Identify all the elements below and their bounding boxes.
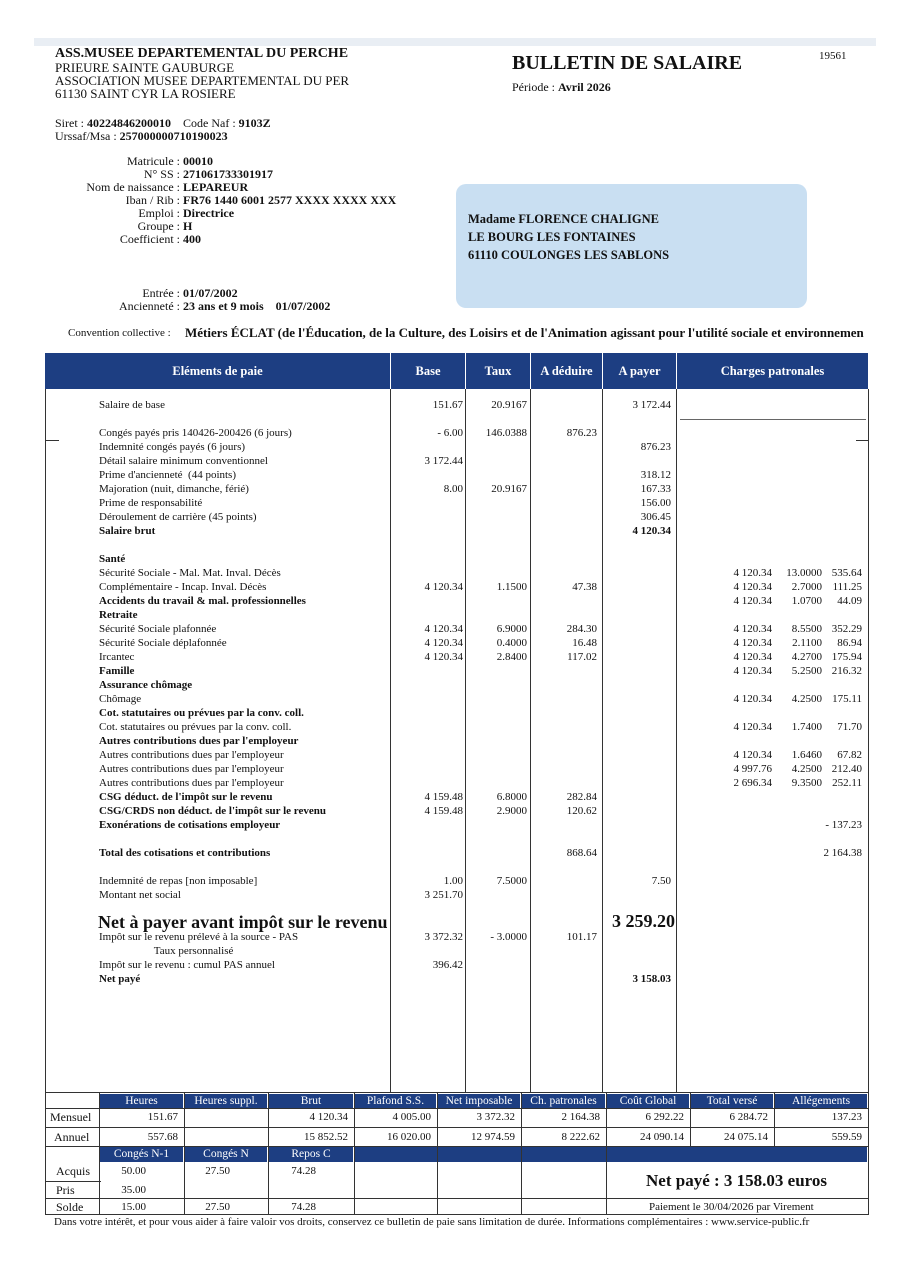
summary-grid-line — [437, 1092, 438, 1214]
pay-row-cm: - 137.23 — [825, 819, 862, 831]
table-col-line — [530, 389, 531, 1092]
summary-grid-line — [99, 1092, 100, 1214]
pay-row-label: Santé — [99, 553, 126, 565]
address-line2: LE BOURG LES FONTAINES — [468, 230, 636, 244]
header-deduire: A déduire — [531, 353, 602, 389]
pay-row-cb: 2 696.34 — [733, 777, 772, 789]
pay-row-cb: 4 120.34 — [733, 651, 772, 663]
pay-row-base: 3 172.44 — [424, 455, 463, 467]
pay-row-label: Indemnité de repas [non imposable] — [99, 875, 258, 887]
pay-row-base: 4 159.48 — [424, 791, 463, 803]
pay-row-label: Sécurité Sociale plafonnée — [99, 623, 217, 635]
pay-row-label: Congés payés pris 140426-200426 (6 jours) — [99, 427, 292, 439]
pay-row-label: Total des cotisations et contributions — [99, 847, 271, 859]
pay-row-base: 4 120.34 — [424, 651, 463, 663]
summary-annuel-value: 12 974.59 — [471, 1131, 515, 1143]
summary-grid-line — [45, 1127, 869, 1128]
employee-field-value: 00010 — [183, 154, 213, 168]
recipient-address — [456, 184, 807, 308]
pay-row-base: 4 120.34 — [424, 623, 463, 635]
pay-row-pay: 167.33 — [640, 483, 671, 495]
pay-row-cb: 4 997.76 — [733, 763, 772, 775]
summary-grid-line — [690, 1092, 691, 1146]
pay-row-label: Salaire brut — [99, 525, 156, 537]
summary-annuel-value: 8 222.62 — [561, 1131, 600, 1143]
employee-field-value: FR76 1440 6001 2577 XXXX XXXX XXX — [183, 193, 397, 207]
pay-row-cm: 71.70 — [837, 721, 862, 733]
header-charges: Charges patronales — [677, 353, 868, 389]
pay-row-ded: 282.84 — [566, 791, 597, 803]
employee-field-value: Directrice — [183, 206, 235, 220]
convention-value: Métiers ÉCLAT (de l'Éducation, de la Culture, des Loisirs et de l'Animation agissant pour l'utilité sociale et environnemen — [185, 325, 864, 340]
pay-row-ct: 4.2500 — [791, 693, 822, 705]
pay-row-taux: 20.9167 — [491, 483, 527, 495]
pay-row-base: 3 372.32 — [424, 931, 463, 943]
summary-annuel-value: 16 020.00 — [387, 1131, 431, 1143]
conges-solde-value: 74.28 — [291, 1201, 316, 1213]
pay-row-taux: 146.0388 — [485, 427, 527, 439]
summary-grid-line — [45, 1214, 869, 1215]
pay-row-label: Exonérations de cotisations employeur — [99, 819, 281, 831]
net-avant-label: Net à payer avant impôt sur le revenu — [98, 912, 388, 932]
summary-mensuel-value: 151.67 — [147, 1111, 178, 1123]
summary-mensuel-value: 4 120.34 — [309, 1111, 348, 1123]
conges-acquis-value: 74.28 — [291, 1165, 316, 1177]
solde-label: Solde — [56, 1200, 84, 1214]
pay-row-ct: 13.0000 — [786, 567, 822, 579]
summary-grid-line — [268, 1092, 269, 1214]
pay-row-base: 4 159.48 — [424, 805, 463, 817]
pay-row-ded: 120.62 — [566, 805, 597, 817]
summary-annuel-label: Annuel — [54, 1130, 90, 1144]
pay-row-ct: 9.3500 — [791, 777, 822, 789]
conges-header: Repos C — [269, 1147, 353, 1162]
summary-header: Ch. patronales — [522, 1094, 605, 1109]
pay-row-cm: 44.09 — [837, 595, 862, 607]
employer-line3: ASSOCIATION MUSEE DEPARTEMENTAL DU PER — [55, 73, 350, 88]
pay-row-ct: 1.6460 — [791, 749, 822, 761]
employer-line4: 61130 SAINT CYR LA ROSIERE — [55, 86, 236, 101]
footer-notice: Dans votre intérêt, et pour vous aider à faire valoir vos droits, conservez ce bulletin de paie sans limitation de durée. Informations complémentaires : www.service-public.fr — [54, 1216, 810, 1228]
pay-row-cm: 175.94 — [831, 651, 862, 663]
pay-row-ct: 2.7000 — [791, 581, 822, 593]
pay-row-label: Sécurité Sociale déplafonnée — [99, 637, 227, 649]
urssaf-line: Urssaf/Msa : 257000000710190023 — [55, 129, 228, 143]
pay-row-ded: 101.17 — [566, 931, 597, 943]
header-payer: A payer — [603, 353, 676, 389]
summary-mensuel-value: 2 164.38 — [561, 1111, 600, 1123]
pay-row-cb: 4 120.34 — [733, 623, 772, 635]
summary-header: Coût Global — [607, 1094, 689, 1109]
pay-row-cb: 4 120.34 — [733, 595, 772, 607]
pay-row-taux: 1.1500 — [496, 581, 527, 593]
table-border — [868, 389, 869, 1092]
pay-row-label: Assurance chômage — [99, 679, 193, 691]
summary-annuel-value: 559.59 — [831, 1131, 862, 1143]
pay-row-taux: 2.9000 — [496, 805, 527, 817]
employee-fields — [60, 155, 396, 246]
doc-number: 19561 — [819, 50, 847, 62]
pay-row-cm: 212.40 — [831, 763, 862, 775]
summary-mensuel-value: 3 372.32 — [476, 1111, 515, 1123]
employee-field-label: N° SS : — [143, 167, 180, 181]
pay-row-label: Majoration (nuit, dimanche, férié) — [99, 483, 249, 495]
pay-row-taux: 0.4000 — [496, 637, 527, 649]
summary-mensuel-label: Mensuel — [50, 1110, 92, 1124]
pay-row-cb: 4 120.34 — [733, 567, 772, 579]
pay-row-label: Net payé — [99, 973, 141, 985]
pay-row-taux: 2.8400 — [496, 651, 527, 663]
pay-row-label: Accidents du travail & mal. professionnelles — [99, 595, 306, 607]
conges-acquis-value: 27.50 — [205, 1165, 230, 1177]
pay-row-pay: 3 158.03 — [632, 973, 671, 985]
summary-header: Heures — [100, 1094, 183, 1109]
employee-field — [60, 220, 396, 233]
summary-header: Plafond S.S. — [355, 1094, 436, 1109]
employer-name: ASS.MUSEE DEPARTEMENTAL DU PERCHE — [55, 46, 349, 61]
pay-row-base: - 6.00 — [437, 427, 463, 439]
pay-row-label: Taux personnalisé — [99, 945, 234, 957]
table-border — [45, 389, 46, 1092]
pay-row-pay: 306.45 — [640, 511, 671, 523]
pay-row-label: Famille — [99, 665, 135, 677]
acquis-label: Acquis — [56, 1164, 90, 1178]
pay-row-ded: 117.02 — [567, 651, 597, 663]
pay-row-base: 8.00 — [443, 483, 463, 495]
pay-row-ct: 1.7400 — [791, 721, 822, 733]
pay-row-label: Autres contributions dues par l'employeur — [99, 763, 284, 775]
pay-row-cm: 352.29 — [831, 623, 862, 635]
address-line1: Madame FLORENCE CHALIGNE — [468, 212, 659, 226]
employee-field-value: H — [183, 219, 193, 233]
summary-header: Brut — [269, 1094, 353, 1109]
pay-row-label: Autres contributions dues par l'employeur — [99, 735, 299, 747]
siret-line: Siret : 40224846200010 Code Naf : 9103Z — [55, 116, 271, 130]
pay-row-label: CSG/CRDS non déduct. de l'impôt sur le revenu — [99, 805, 326, 817]
pay-row-cb: 4 120.34 — [733, 665, 772, 677]
summary-mensuel-value: 137.23 — [831, 1111, 862, 1123]
pay-row-label: CSG déduct. de l'impôt sur le revenu — [99, 791, 273, 803]
employee-field — [60, 207, 396, 220]
pay-row-ded: 284.30 — [566, 623, 597, 635]
pay-row-label: Indemnité congés payés (6 jours) — [99, 441, 246, 453]
pay-row-label: Montant net social — [99, 889, 181, 901]
summary-grid-line — [774, 1092, 775, 1146]
summary-grid-line — [45, 1146, 869, 1147]
header-base: Base — [391, 353, 465, 389]
pay-row-ded: 47.38 — [572, 581, 597, 593]
pay-row-ct: 1.0700 — [791, 595, 822, 607]
summary-grid-line — [45, 1092, 46, 1214]
pay-row-pay: 7.50 — [651, 875, 671, 887]
fold-mark — [856, 440, 868, 441]
conges-acquis-value: 50.00 — [121, 1165, 146, 1177]
doc-title: BULLETIN DE SALAIRE — [512, 52, 743, 74]
header-elements: Eléments de paie — [45, 353, 390, 389]
employee-field — [60, 233, 396, 246]
pay-row-label: Sécurité Sociale - Mal. Mat. Inval. Décès — [99, 567, 281, 579]
employee-field-label: Groupe : — [137, 219, 180, 233]
table-col-line — [676, 389, 677, 1092]
summary-mensuel-value: 6 292.22 — [645, 1111, 684, 1123]
net-paye-final: Net payé : 3 158.03 euros — [646, 1171, 827, 1190]
pay-row-label: Détail salaire minimum conventionnel — [99, 455, 268, 467]
pay-row-label: Salaire de base — [99, 399, 165, 411]
pay-row-taux: 7.5000 — [496, 875, 527, 887]
summary-annuel-value: 15 852.52 — [304, 1131, 348, 1143]
employee-field-value: LEPAREUR — [183, 180, 249, 194]
net-avant-value: 3 259.20 — [612, 911, 675, 931]
summary-mensuel-value: 4 005.00 — [392, 1111, 431, 1123]
pay-row-base: 3 251.70 — [424, 889, 463, 901]
pris-label: Pris — [56, 1183, 75, 1197]
pay-row-label: Autres contributions dues par l'employeur — [99, 749, 284, 761]
pay-row-label: Prime d'ancienneté (44 points) — [99, 469, 237, 481]
pay-row-ct: 5.2500 — [791, 665, 822, 677]
employee-field-label: Nom de naissance : — [86, 180, 180, 194]
pay-row-label: Retraite — [99, 609, 138, 621]
employee-field-label: Coefficient : — [119, 232, 180, 246]
periode: Période : Avril 2026 — [512, 80, 611, 94]
pay-row-label: Prime de responsabilité — [99, 497, 203, 509]
pay-row-ded: 876.23 — [566, 427, 597, 439]
summary-annuel-value: 557.68 — [147, 1131, 178, 1143]
pay-row-base: 4 120.34 — [424, 637, 463, 649]
address-line3: 61110 COULONGES LES SABLONS — [468, 248, 670, 262]
pay-row-label: Ircantec — [99, 651, 135, 663]
pay-row-taux: - 3.0000 — [490, 931, 527, 943]
pay-row-cm: 252.11 — [832, 777, 862, 789]
conges-header: Congés N-1 — [100, 1147, 183, 1162]
pay-row-base: 1.00 — [443, 875, 463, 887]
conges-pris-value: 35.00 — [121, 1184, 146, 1196]
pay-row-ct: 4.2500 — [791, 763, 822, 775]
fold-mark — [45, 440, 59, 441]
convention-label: Convention collective : — [68, 327, 171, 339]
pay-row-label: Cot. statutaires ou prévues par la conv. coll. — [99, 707, 304, 719]
pay-row-ct: 2.1100 — [792, 637, 822, 649]
conges-solde-value: 27.50 — [205, 1201, 230, 1213]
summary-grid-line — [184, 1092, 185, 1214]
employer-line2: PRIEURE SAINTE GAUBURGE — [55, 60, 235, 75]
pay-row-label: Chômage — [99, 693, 142, 705]
pay-row-cm: 111.25 — [832, 581, 862, 593]
pay-row-label: Déroulement de carrière (45 points) — [99, 511, 257, 523]
pay-row-base: 4 120.34 — [424, 581, 463, 593]
pay-row-label: Impôt sur le revenu prélevé à la source - PAS — [99, 931, 299, 943]
pay-row-pay: 318.12 — [640, 469, 671, 481]
employee-field-label: Iban / Rib : — [125, 193, 180, 207]
summary-top-line — [45, 1092, 869, 1093]
pay-row-cm: 86.94 — [837, 637, 862, 649]
pay-row-cb: 4 120.34 — [733, 637, 772, 649]
summary-header: Net imposable — [438, 1094, 520, 1109]
employee-field-value: 271061733301917 — [183, 167, 273, 181]
pay-row-label: Impôt sur le revenu : cumul PAS annuel — [99, 959, 275, 971]
conges-header-band — [355, 1147, 867, 1162]
pay-row-taux: 6.8000 — [496, 791, 527, 803]
pay-row-cm: 175.11 — [832, 693, 862, 705]
pay-row-taux: 6.9000 — [496, 623, 527, 635]
header-taux: Taux — [466, 353, 530, 389]
pay-row-taux: 20.9167 — [491, 399, 527, 411]
employee-field-label: Emploi : — [138, 206, 180, 220]
summary-mensuel-value: 6 284.72 — [729, 1111, 768, 1123]
entree-line: Entrée : 01/07/2002 — [142, 286, 238, 300]
paiement-info: Paiement le 30/04/2026 par Virement — [649, 1201, 814, 1213]
employee-field-value: 400 — [183, 232, 201, 246]
pay-row-pay: 156.00 — [640, 497, 671, 509]
pay-row-cb: 4 120.34 — [733, 581, 772, 593]
pay-row-cb: 4 120.34 — [733, 693, 772, 705]
pay-row-label: Cot. statutaires ou prévues par la conv. coll. — [99, 721, 292, 733]
summary-grid-line — [45, 1108, 869, 1109]
summary-grid-line — [521, 1092, 522, 1214]
summary-grid-line — [45, 1181, 101, 1182]
pay-row-pay: 4 120.34 — [632, 525, 671, 537]
anciennete-line: Ancienneté : 23 ans et 9 mois 01/07/2002 — [119, 299, 331, 313]
pay-row-ded: 868.64 — [566, 847, 597, 859]
pay-row-cm: 216.32 — [831, 665, 862, 677]
pay-row-label: Complémentaire - Incap. Inval. Décès — [99, 581, 267, 593]
pay-row-cb: 4 120.34 — [733, 749, 772, 761]
summary-grid-line — [45, 1198, 869, 1199]
pay-row-ct: 8.5500 — [791, 623, 822, 635]
summary-header: Allégements — [775, 1094, 867, 1109]
header-band — [34, 38, 876, 46]
employee-field-label: Matricule : — [127, 154, 180, 168]
summary-grid-line — [868, 1092, 869, 1214]
pay-row-pay: 3 172.44 — [632, 399, 671, 411]
conges-solde-value: 15.00 — [121, 1201, 146, 1213]
pay-row-label: Autres contributions dues par l'employeur — [99, 777, 284, 789]
pay-row-cb: 4 120.34 — [733, 721, 772, 733]
pay-row-cm: 535.64 — [831, 567, 862, 579]
summary-header: Total versé — [691, 1094, 773, 1109]
pay-row-ded: 16.48 — [572, 637, 597, 649]
conges-header: Congés N — [185, 1147, 267, 1162]
charges-divider — [680, 419, 866, 420]
pay-row-ct: 4.2700 — [791, 651, 822, 663]
pay-row-base: 151.67 — [432, 399, 463, 411]
summary-annuel-value: 24 075.14 — [724, 1131, 768, 1143]
summary-header: Heures suppl. — [185, 1094, 267, 1109]
pay-row-base: 396.42 — [432, 959, 463, 971]
summary-grid-line — [606, 1092, 607, 1214]
pay-row-cm: 2 164.38 — [823, 847, 862, 859]
summary-annuel-value: 24 090.14 — [640, 1131, 684, 1143]
pay-row-pay: 876.23 — [640, 441, 671, 453]
pay-row-cm: 67.82 — [837, 749, 862, 761]
summary-grid-line — [354, 1092, 355, 1214]
